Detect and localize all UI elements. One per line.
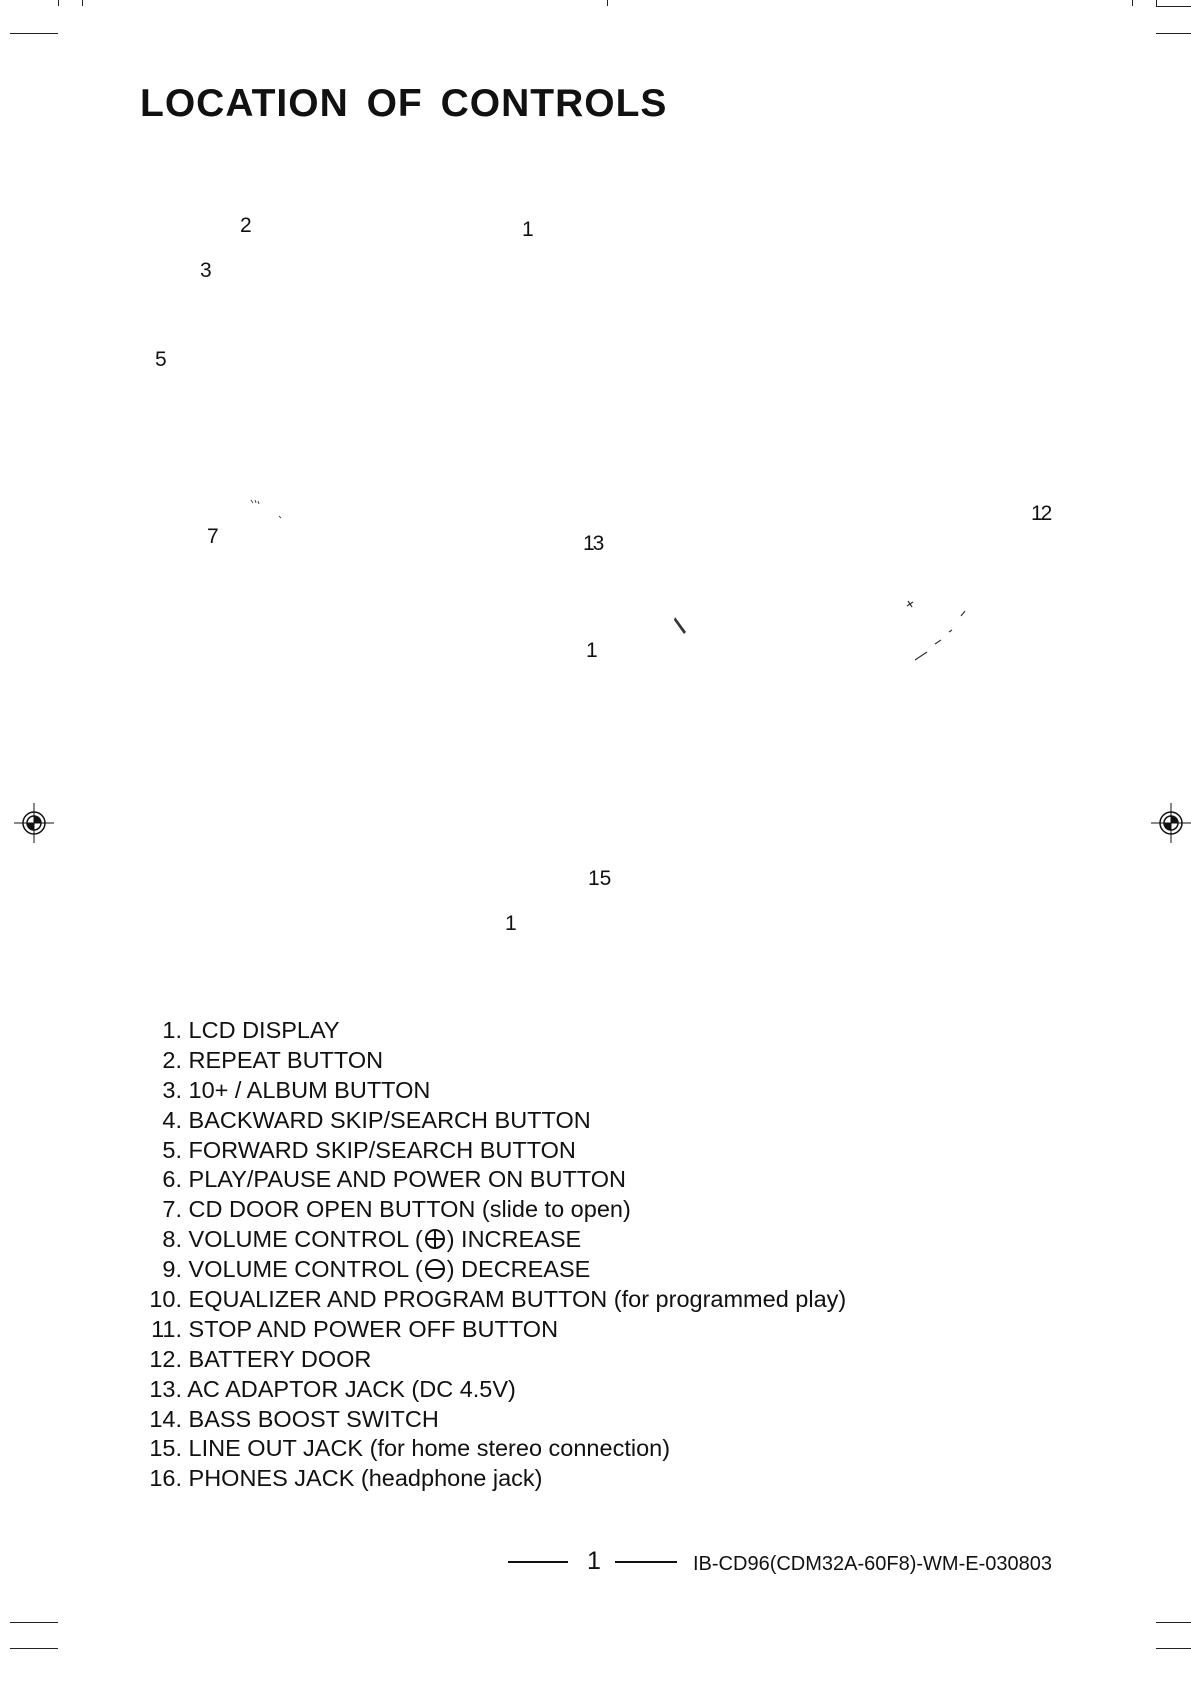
legend-number: 8.: [162, 1226, 182, 1253]
legend-item: [136, 1284, 846, 1314]
crop-mark-bottom-right-h: [1156, 1622, 1191, 1623]
crop-mark-bottom-right-h2: [1156, 1648, 1191, 1649]
legend-text: BATTERY DOOR: [188, 1345, 372, 1372]
crop-mark-bottom-left-h2: [10, 1648, 58, 1649]
crop-mark-top-right-h: [1156, 6, 1191, 7]
legend-item: [136, 1194, 846, 1224]
legend-item: [136, 1404, 846, 1434]
legend-number: 9.: [162, 1256, 182, 1283]
callout-label: 1: [586, 639, 598, 662]
legend-item: [136, 1463, 846, 1493]
legend-text: EQUALIZER AND PROGRAM BUTTON (for programmed play): [188, 1286, 847, 1313]
diagram-artifact: [246, 495, 286, 525]
crop-mark-top-right-h2: [1156, 33, 1191, 34]
document-code: IB-CD96(CDM32A-60F8)-WM-E-030803: [693, 1553, 1052, 1575]
footer-rule-right: [615, 1561, 677, 1563]
callout-label: 1: [522, 218, 534, 241]
crop-mark-top-center: [607, 0, 608, 6]
crop-mark-top-left-v2: [82, 0, 83, 6]
legend-number: 15.: [149, 1435, 182, 1462]
legend-number: 10.: [149, 1286, 182, 1313]
legend-number: 7.: [162, 1196, 182, 1223]
legend-number: 11.: [151, 1315, 182, 1342]
legend-item: [136, 1433, 846, 1463]
legend-text: LINE OUT JACK (for home stereo connection): [188, 1435, 671, 1462]
footer-rule-left: [508, 1561, 568, 1563]
callout-label: 7: [207, 525, 219, 548]
legend-item: [136, 1164, 846, 1194]
legend-number: 3.: [162, 1076, 182, 1103]
page-title: LOCATION OF CONTROLS: [140, 82, 668, 125]
legend-text-after: ) INCREASE: [446, 1226, 582, 1253]
page-number: 1: [587, 1547, 601, 1575]
legend-number: 14.: [149, 1405, 182, 1432]
diagram-artifact: [672, 614, 692, 638]
callout-label: 3: [200, 259, 212, 282]
plus-circle-icon: [424, 1228, 446, 1250]
legend-item: [136, 1224, 846, 1254]
legend-text-after: ) DECREASE: [446, 1256, 591, 1283]
legend-text: REPEAT BUTTON: [188, 1046, 384, 1073]
crop-mark-top-left-h: [10, 33, 58, 34]
legend-text: LCD DISPLAY: [188, 1017, 340, 1043]
legend-text: FORWARD SKIP/SEARCH BUTTON: [188, 1136, 576, 1163]
legend-number: 4.: [162, 1106, 182, 1133]
legend-text-before: VOLUME CONTROL (: [188, 1226, 423, 1253]
legend-text: AC ADAPTOR JACK (DC 4.5V): [187, 1375, 516, 1402]
callout-label: 5: [155, 348, 167, 371]
legend-item: [136, 1045, 846, 1075]
controls-legend: [136, 1015, 846, 1493]
callout-label: 1: [505, 912, 517, 935]
legend-text: PHONES JACK (headphone jack): [188, 1465, 543, 1492]
legend-text: 10+ / ALBUM BUTTON: [188, 1076, 431, 1103]
callout-label: 15: [588, 867, 612, 890]
legend-item: [136, 1254, 846, 1284]
legend-item: [136, 1314, 846, 1344]
legend-number: 16.: [149, 1465, 182, 1492]
diagram-artifact: [905, 598, 975, 668]
legend-item: [136, 1105, 846, 1135]
legend-text: CD DOOR OPEN BUTTON (slide to open): [188, 1196, 631, 1223]
registration-crosshair-icon: [14, 803, 54, 843]
crop-mark-bottom-left-h: [10, 1622, 58, 1623]
registration-crosshair-icon: [1151, 803, 1191, 843]
legend-text: PLAY/PAUSE AND POWER ON BUTTON: [188, 1166, 626, 1193]
legend-number: 6.: [162, 1166, 182, 1193]
legend-text: BASS BOOST SWITCH: [188, 1405, 439, 1432]
legend-item: [136, 1344, 846, 1374]
crop-mark-top-right-v: [1132, 0, 1133, 6]
legend-item: [136, 1015, 846, 1045]
legend-number: 5.: [162, 1136, 182, 1163]
legend-item: [136, 1075, 846, 1105]
legend-item: [136, 1135, 846, 1165]
legend-number: 13.: [149, 1375, 182, 1402]
legend-text: BACKWARD SKIP/SEARCH BUTTON: [188, 1106, 591, 1133]
callout-label: 13: [583, 532, 603, 555]
legend-number: 1.: [162, 1017, 182, 1043]
minus-circle-icon: [424, 1258, 446, 1280]
legend-item: [136, 1374, 846, 1404]
crop-mark-top-left-v: [58, 0, 59, 6]
legend-number: 2.: [162, 1046, 182, 1073]
callout-label: 12: [1031, 502, 1051, 525]
callout-label: 2: [240, 214, 252, 237]
legend-number: 12.: [149, 1345, 182, 1372]
legend-text: STOP AND POWER OFF BUTTON: [188, 1315, 559, 1342]
legend-text-before: VOLUME CONTROL (: [188, 1256, 423, 1283]
